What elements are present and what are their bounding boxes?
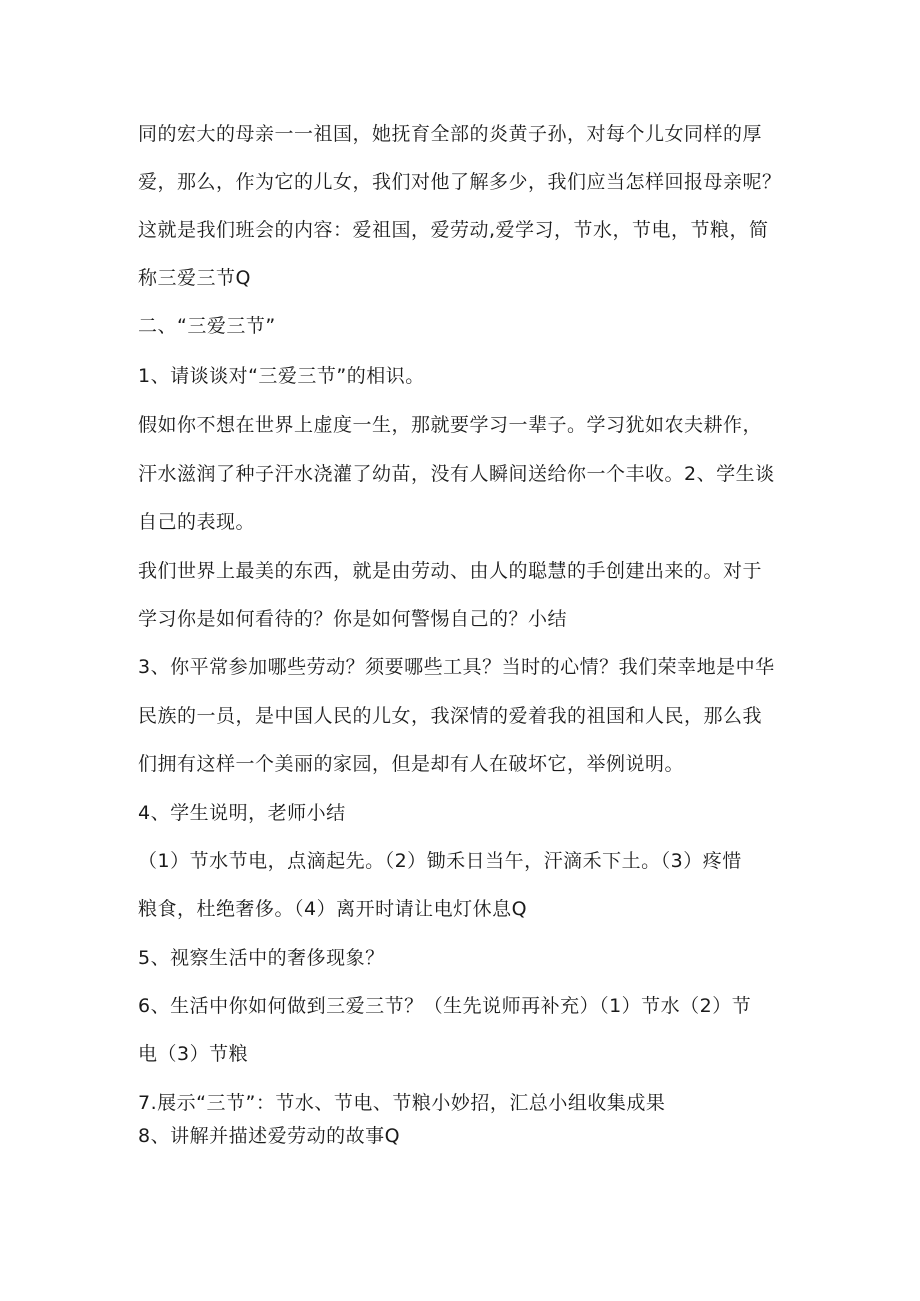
paragraph-line: 学习你是如何看待的？你是如何警惕自己的？小结	[138, 608, 568, 630]
list-item: 5、视察生活中的奢侈现象？	[138, 947, 385, 969]
list-item: 8、讲解并描述爱劳动的故事Q	[138, 1125, 401, 1147]
paragraph-line: 电（3）节粮	[138, 1043, 249, 1065]
paragraph-line: 假如你不想在世界上虚度一生，那就要学习一辈子。学习犹如农夫耕作，	[138, 414, 763, 436]
paragraph-line: 自己的表现。	[138, 511, 256, 533]
paragraph-line: 同的宏大的母亲一一祖国，她抚育全部的炎黄子孙，对每个儿女同样的厚	[138, 123, 763, 145]
paragraph-line: 我们世界上最美的东西，就是由劳动、由人的聪慧的手创建出来的。对于	[138, 560, 763, 582]
list-item: 3、你平常参加哪些劳动？须要哪些工具？当时的心情？我们荣幸地是中华	[138, 656, 775, 678]
list-item: 4、学生说明，老师小结	[138, 802, 346, 824]
list-item: 7.展示“三节”：节水、节电、节粮小妙招，汇总小组收集成果	[138, 1092, 666, 1114]
list-item: 6、生活中你如何做到三爱三节？（生先说师再补充）（1）节水（2）节	[138, 995, 752, 1017]
section-heading: 二、“三爱三节”	[138, 315, 276, 337]
paragraph-line: 称三爱三节Q	[138, 267, 251, 289]
paragraph-line: 这就是我们班会的内容：爱祖国，爱劳动,爱学习，节水，节电，节粮，简	[138, 219, 769, 241]
paragraph-line: （1）节水节电，点滴起先。（2）锄禾日当午，汗滴禾下土。（3）疼惜	[138, 850, 742, 872]
paragraph-line: 爱，那么，作为它的儿女，我们对他了解多少，我们应当怎样回报母亲呢？	[138, 171, 782, 193]
paragraph-line: 们拥有这样一个美丽的家园，但是却有人在破坏它，举例说明。	[138, 753, 685, 775]
paragraph-line: 民族的一员，是中国人民的儿女，我深情的爱着我的祖国和人民，那么我	[138, 705, 763, 727]
paragraph-line: 粮食，杜绝奢侈。（4）离开时请让电灯休息Q	[138, 898, 528, 920]
list-item: 1、请谈谈对“三爱三节”的相识。	[138, 365, 425, 387]
paragraph-line: 汗水滋润了种子汗水浇灌了幼苗，没有人瞬间送给你一个丰收。2、学生谈	[138, 463, 775, 485]
